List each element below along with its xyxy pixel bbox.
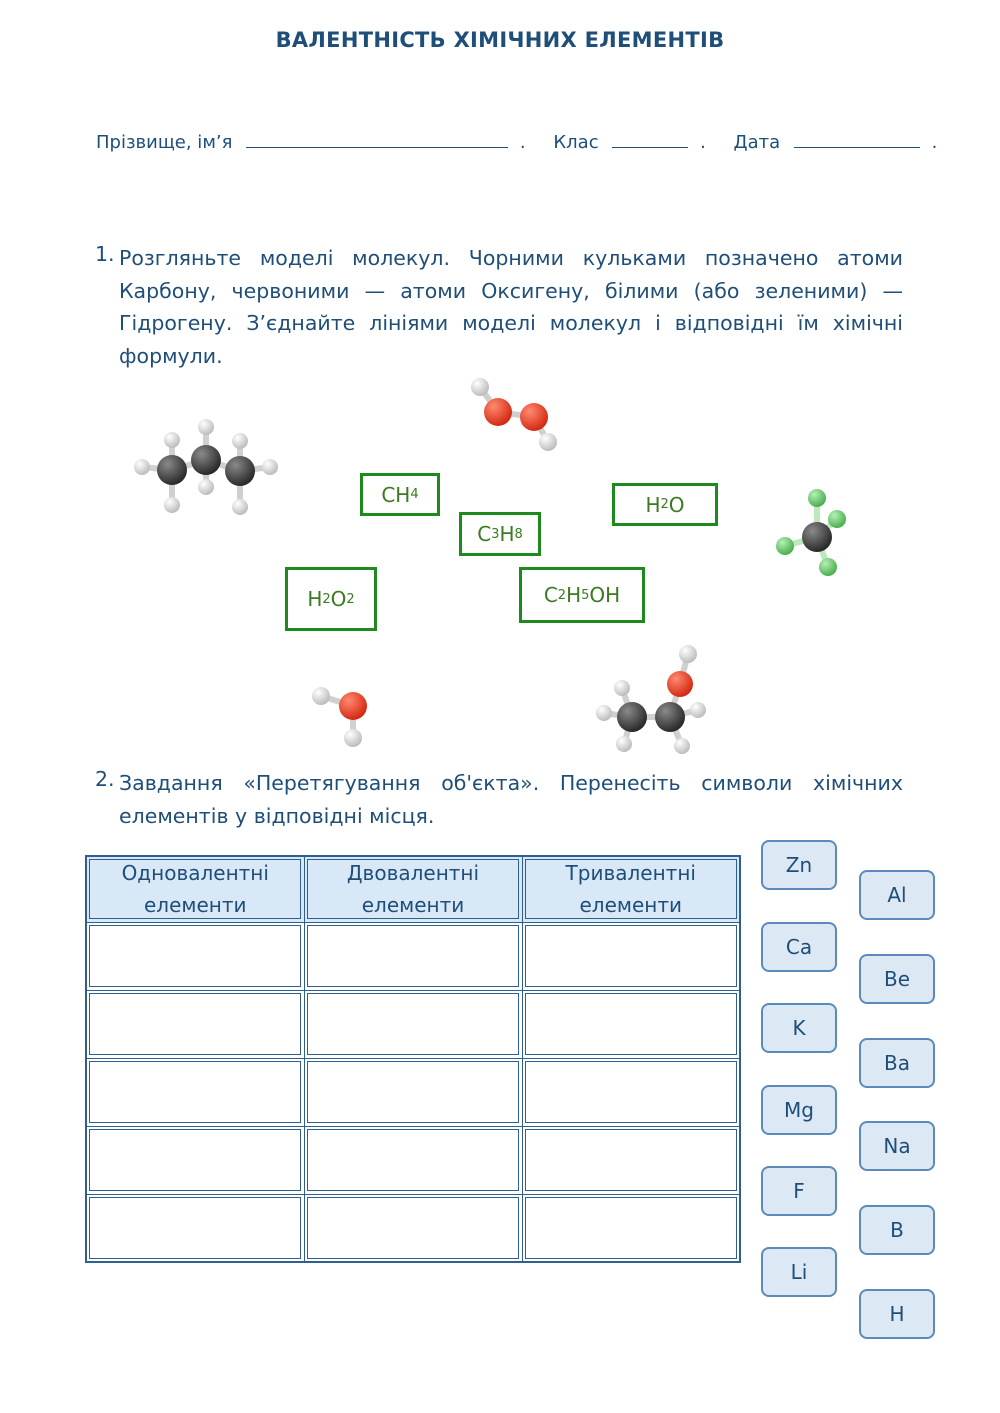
header-divalent: Двовалентні елементи (304, 856, 522, 922)
drop-cell-monovalent[interactable] (86, 1058, 304, 1126)
drop-cell-divalent[interactable] (304, 990, 522, 1058)
formula-c3h8[interactable] (459, 512, 541, 556)
valence-table (85, 855, 741, 1263)
drop-cell-monovalent[interactable] (86, 990, 304, 1058)
drop-cell-divalent[interactable] (304, 1126, 522, 1194)
table-row (86, 1126, 740, 1194)
formula-c2h5oh-h: H (566, 583, 582, 607)
drop-cell-monovalent[interactable] (86, 1126, 304, 1194)
drop-cell-monovalent[interactable] (86, 1194, 304, 1262)
drop-cell-trivalent[interactable] (522, 990, 740, 1058)
formula-h2o2-sub1: 2 (322, 591, 331, 607)
formula-ch4-sub: 4 (410, 487, 419, 502)
drop-cell-divalent[interactable] (304, 922, 522, 990)
formula-c2h5oh[interactable] (519, 567, 645, 623)
element-chip-ca[interactable]: Ca (761, 922, 837, 972)
drop-cell-trivalent[interactable] (522, 1194, 740, 1262)
molecule-h2o-model[interactable] (305, 682, 380, 752)
name-blank[interactable] (246, 131, 508, 148)
formula-ch4[interactable] (360, 473, 440, 516)
formula-c2h5oh-sub1: 2 (557, 587, 567, 603)
table-row (86, 990, 740, 1058)
page-title: ВАЛЕНТНІСТЬ ХІМІЧНИХ ЕЛЕМЕНТІВ (275, 28, 725, 52)
drop-cell-divalent[interactable] (304, 1058, 522, 1126)
task1-text: Розгляньте моделі молекул. Чорними кульками позначено атоми Карбону, червоними — атоми Оксигену, білими (або зеленими) — Гідрогену. З’єднайте лініями моделі молекул і відповідні їм хімічні формули. (119, 246, 903, 368)
drop-cell-trivalent[interactable] (522, 1058, 740, 1126)
name-label: Прізвище, ім’я (96, 132, 233, 153)
molecule-c2h5oh-model[interactable] (588, 640, 718, 760)
element-chip-zn[interactable]: Zn (761, 840, 837, 890)
formula-h2o-sub: 2 (660, 497, 669, 512)
element-chip-na[interactable]: Na (859, 1121, 935, 1171)
element-chip-b[interactable]: B (859, 1205, 935, 1255)
formula-c2h5oh-oh: OH (589, 583, 621, 607)
formula-c2h5oh-c: C (543, 583, 558, 607)
formula-h2o2-h: H (307, 587, 323, 611)
header-monovalent: Одновалентні елементи (86, 856, 304, 922)
formula-h2o-o: O (668, 492, 685, 517)
drop-cell-trivalent[interactable] (522, 1126, 740, 1194)
drop-cell-monovalent[interactable] (86, 922, 304, 990)
formula-h2o2-o: O (330, 587, 347, 611)
class-blank[interactable] (612, 131, 688, 148)
table-row (86, 922, 740, 990)
formula-c2h5oh-sub2: 5 (581, 587, 590, 603)
formula-h2o-h: H (645, 492, 661, 517)
class-dot: . (700, 132, 706, 153)
formula-h2o2[interactable] (285, 567, 377, 631)
date-blank[interactable] (794, 131, 920, 148)
element-chip-be[interactable]: Be (859, 954, 935, 1004)
name-dot: . (519, 132, 526, 153)
date-label: Дата (733, 132, 781, 153)
task1-number: 1. (95, 242, 115, 266)
element-chip-f[interactable]: F (761, 1166, 837, 1216)
header-trivalent: Тривалентні елементи (522, 856, 740, 922)
formula-c3h8-sub1: 3 (491, 526, 500, 542)
task2-number: 2. (95, 767, 115, 791)
element-chip-li[interactable]: Li (761, 1247, 837, 1297)
table-row (86, 1058, 740, 1126)
student-info-line (96, 131, 937, 153)
formula-ch4-main: CH (381, 482, 411, 507)
formula-c3h8-sub2: 8 (514, 526, 523, 542)
element-chip-k[interactable]: K (761, 1003, 837, 1053)
molecule-h2o2-model[interactable] (460, 372, 570, 462)
element-chip-al[interactable]: Al (859, 870, 935, 920)
formula-h2o[interactable] (612, 483, 718, 526)
element-chip-mg[interactable]: Mg (761, 1085, 837, 1135)
table-row (86, 1194, 740, 1262)
drop-cell-trivalent[interactable] (522, 922, 740, 990)
date-dot: . (931, 132, 938, 153)
element-chip-ba[interactable]: Ba (859, 1038, 935, 1088)
task2-text: Завдання «Перетягування об'єкта». Перенесіть символи хімічних елементів у відповідні місця. (119, 771, 903, 828)
molecule-ch4-model[interactable] (770, 482, 855, 582)
element-chip-h[interactable]: H (859, 1289, 935, 1339)
drop-cell-divalent[interactable] (304, 1194, 522, 1262)
molecule-c3h8-model[interactable] (128, 415, 283, 520)
formula-c3h8-h: H (499, 522, 515, 546)
formula-c3h8-c: C (477, 522, 492, 546)
formula-h2o2-sub2: 2 (346, 591, 355, 607)
class-label: Клас (553, 132, 599, 153)
